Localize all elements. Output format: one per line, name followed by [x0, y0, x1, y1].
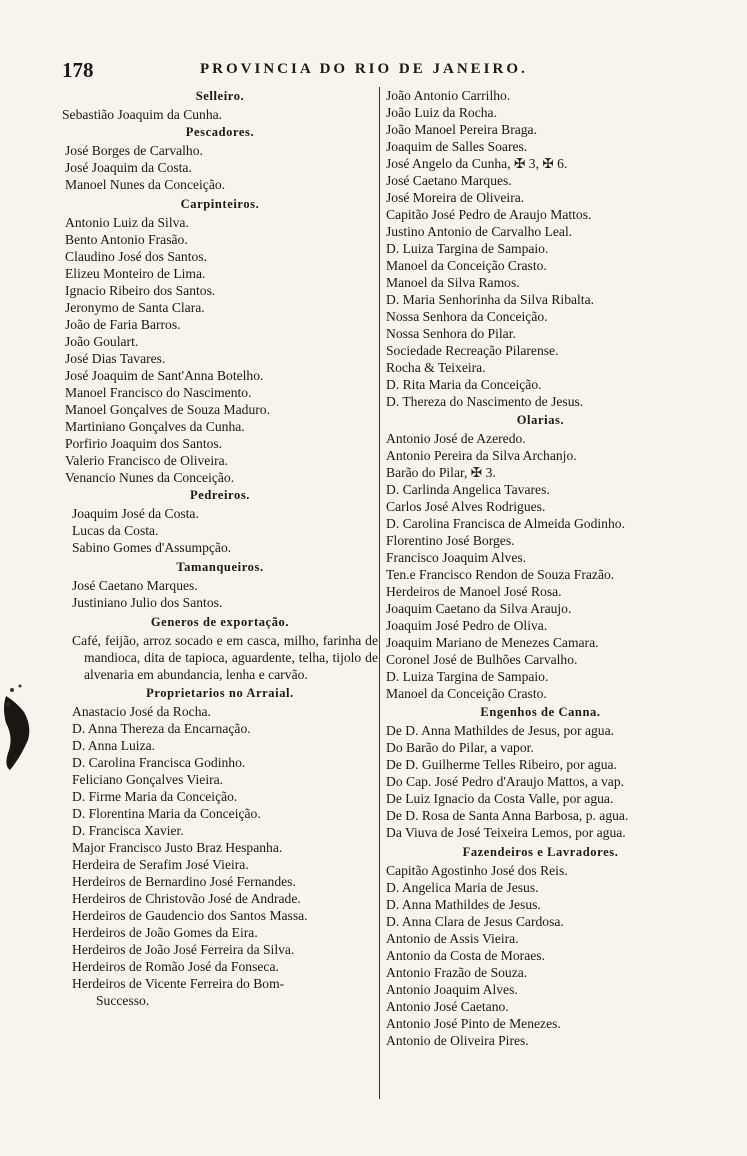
list-item: Herdeira de Serafim José Vieira.	[72, 857, 249, 872]
list-item: Herdeiros de Gaudencio dos Santos Massa.	[72, 908, 308, 923]
list-item: Justiniano Julio dos Santos.	[72, 595, 223, 610]
running-title: PROVINCIA DO RIO DE JANEIRO.	[200, 61, 528, 77]
list-item: Feliciano Gonçalves Vieira.	[72, 772, 224, 787]
list-item: José Borges de Carvalho.	[65, 143, 203, 158]
list-item: D. Firme Maria da Conceição.	[72, 789, 238, 804]
list-item: Valerio Francisco de Oliveira.	[65, 453, 229, 468]
list-item: D. Luiza Targina de Sampaio.	[386, 669, 549, 684]
list-item: José Joaquim da Costa.	[65, 160, 192, 175]
list-item: Antonio José Pinto de Menezes.	[386, 1016, 561, 1031]
list-item: João de Faria Barros.	[65, 317, 181, 332]
list-item: Successo.	[96, 993, 150, 1008]
section-heading-tamanqueiros: Tamanqueiros.	[176, 560, 264, 574]
list-item: Jeronymo de Santa Clara.	[65, 300, 205, 315]
list-item: Sabino Gomes d'Assumpção.	[72, 540, 232, 555]
list-item: José Moreira de Oliveira.	[386, 190, 525, 205]
list-item: Justino Antonio de Carvalho Leal.	[386, 224, 573, 239]
list-item: Antonio da Costa de Moraes.	[386, 948, 545, 963]
selleiro-list	[62, 106, 378, 123]
page-number: 178	[62, 58, 94, 82]
list-item: José Joaquim de Sant'Anna Botelho.	[65, 368, 264, 383]
list-item: Coronel José de Bulhões Carvalho.	[386, 652, 578, 667]
list-item: Capitão José Pedro de Araujo Mattos.	[386, 207, 592, 222]
list-item: D. Rita Maria da Conceição.	[386, 377, 542, 392]
section-heading-pescadores: Pescadores.	[185, 125, 255, 139]
section-heading-selleiro: Selleiro.	[195, 89, 245, 103]
pedreiros-list	[62, 505, 378, 556]
right-column	[383, 87, 698, 1049]
list-item: Nossa Senhora do Pilar.	[386, 326, 516, 341]
list-item: Antonio de Assis Vieira.	[386, 931, 519, 946]
list-item: Carlos José Alves Rodrigues.	[386, 499, 546, 514]
section-heading-pedreiros: Pedreiros.	[189, 488, 251, 502]
list-item: Rocha & Teixeira.	[386, 360, 486, 375]
list-item: Herdeiros de Christovão José de Andrade.	[72, 891, 301, 906]
list-item: De Luiz Ignacio da Costa Valle, por agua.	[386, 791, 614, 806]
list-item: Antonio Frazão de Souza.	[386, 965, 528, 980]
list-item: Barão do Pilar, ✠ 3.	[386, 465, 496, 480]
list-item: D. Carolina Francisca de Almeida Godinho.	[386, 516, 625, 531]
list-item: Florentino José Borges.	[386, 533, 515, 548]
list-item: Bento Antonio Frasão.	[65, 232, 188, 247]
list-item: Manoel da Conceição Crasto.	[386, 686, 547, 701]
list-item: Sebastião Joaquim da Cunha.	[62, 107, 223, 122]
pescadores-list	[62, 142, 378, 193]
list-item: Major Francisco Justo Braz Hespanha.	[72, 840, 283, 855]
list-item: Antonio de Oliveira Pires.	[386, 1033, 529, 1048]
list-item: De D. Rosa de Santa Anna Barbosa, p. agua.	[386, 808, 629, 823]
list-item: João Goulart.	[65, 334, 139, 349]
generos-text: Café, feijão, arroz socado e em casca, milho, farinha de mandioca, dita de tapioca, aguardente, telha, tijolo de alvenaria em abundancia, lenha e carvão.	[72, 633, 378, 682]
list-item: Joaquim Caetano da Silva Araujo.	[386, 601, 572, 616]
list-item: Elizeu Monteiro de Lima.	[65, 266, 206, 281]
list-item: D. Anna Mathildes de Jesus.	[386, 897, 541, 912]
section-heading-generos: Generos de exportação.	[150, 615, 290, 629]
list-item: Antonio Pereira da Silva Archanjo.	[386, 448, 577, 463]
list-item: José Angelo da Cunha, ✠ 3, ✠ 6.	[386, 156, 568, 171]
column-divider	[379, 87, 380, 1099]
list-item: Herdeiros de João Gomes da Eira.	[72, 925, 258, 940]
list-item: D. Maria Senhorinha da Silva Ribalta.	[386, 292, 595, 307]
list-item: Francisco Joaquim Alves.	[386, 550, 527, 565]
engenhos-list	[383, 722, 698, 841]
carpinteiros-list	[62, 214, 378, 486]
list-item: Antonio José Caetano.	[386, 999, 509, 1014]
list-item: João Antonio Carrilho.	[386, 88, 511, 103]
page-header	[62, 58, 592, 82]
list-item: Lucas da Costa.	[72, 523, 159, 538]
list-item: Joaquim José da Costa.	[72, 506, 199, 521]
list-item: Herdeiros de Romão José da Fonseca.	[72, 959, 279, 974]
list-item: Porfirio Joaquim dos Santos.	[65, 436, 223, 451]
list-item: Antonio José de Azeredo.	[386, 431, 526, 446]
left-column	[62, 87, 378, 1009]
list-item: Martiniano Gonçalves da Cunha.	[65, 419, 245, 434]
list-item: José Dias Tavares.	[65, 351, 166, 366]
ink-blot-mark	[0, 678, 34, 778]
list-item: Do Barão do Pilar, a vapor.	[386, 740, 534, 755]
list-item: Sociedade Recreação Pilarense.	[386, 343, 559, 358]
list-item: Capitão Agostinho José dos Reis.	[386, 863, 568, 878]
list-item: Manoel da Conceição Crasto.	[386, 258, 547, 273]
list-item: Nossa Senhora da Conceição.	[386, 309, 548, 324]
list-item: Herdeiros de João José Ferreira da Silva.	[72, 942, 295, 957]
proprietarios-list	[62, 703, 378, 1009]
list-item: D. Luiza Targina de Sampaio.	[386, 241, 549, 256]
list-item: Ten.e Francisco Rendon de Souza Frazão.	[386, 567, 615, 582]
list-item: José Caetano Marques.	[72, 578, 198, 593]
list-item: D. Anna Luiza.	[72, 738, 156, 753]
list-item: D. Anna Clara de Jesus Cardosa.	[386, 914, 564, 929]
list-item: Antonio Joaquim Alves.	[386, 982, 518, 997]
list-item: D. Angelica Maria de Jesus.	[386, 880, 539, 895]
list-item: De D. Anna Mathildes de Jesus, por agua.	[386, 723, 615, 738]
list-item: Anastacio José da Rocha.	[72, 704, 211, 719]
list-item: Joaquim José Pedro de Oliva.	[386, 618, 548, 633]
list-item: D. Carolina Francisca Godinho.	[72, 755, 246, 770]
section-heading-fazendeiros: Fazendeiros e Lavradores.	[462, 845, 619, 859]
list-item: João Manoel Pereira Braga.	[386, 122, 537, 137]
section-heading-proprietarios: Proprietarios no Arraial.	[146, 686, 294, 700]
list-item: Manoel Francisco do Nascimento.	[65, 385, 252, 400]
olarias-list	[383, 430, 698, 702]
list-item: Joaquim Mariano de Menezes Camara.	[386, 635, 599, 650]
list-item: Herdeiros de Manoel José Rosa.	[386, 584, 562, 599]
list-item: Venancio Nunes da Conceição.	[65, 470, 235, 485]
list-item: Joaquim de Salles Soares.	[386, 139, 528, 154]
list-item: João Luiz da Rocha.	[386, 105, 497, 120]
section-heading-carpinteiros: Carpinteiros.	[180, 197, 260, 211]
list-item: D. Francisca Xavier.	[72, 823, 184, 838]
list-item: D. Anna Thereza da Encarnação.	[72, 721, 251, 736]
list-item: Manoel Gonçalves de Souza Maduro.	[65, 402, 270, 417]
list-item: Antonio Luiz da Silva.	[65, 215, 189, 230]
list-item: De D. Guilherme Telles Ribeiro, por agua.	[386, 757, 617, 772]
list-item: Manoel da Silva Ramos.	[386, 275, 520, 290]
list-item: D. Carlinda Angelica Tavares.	[386, 482, 550, 497]
list-item: Da Viuva de José Teixeira Lemos, por agua.	[386, 825, 626, 840]
list-item: José Caetano Marques.	[386, 173, 512, 188]
list-item: D. Florentina Maria da Conceição.	[72, 806, 261, 821]
tamanqueiros-list	[62, 577, 378, 611]
fazendeiros-list	[383, 862, 698, 1049]
section-heading-olarias: Olarias.	[516, 413, 565, 427]
list-item: Do Cap. José Pedro d'Araujo Mattos, a vap.	[386, 774, 625, 789]
section-heading-engenhos: Engenhos de Canna.	[480, 705, 601, 719]
generos-paragraph	[62, 632, 378, 683]
list-item: Manoel Nunes da Conceição.	[65, 177, 226, 192]
proprietarios-continued-list	[383, 87, 698, 410]
list-item: Ignacio Ribeiro dos Santos.	[65, 283, 216, 298]
list-item: Herdeiros de Bernardino José Fernandes.	[72, 874, 296, 889]
list-item: Herdeiros de Vicente Ferreira do Bom-	[72, 976, 285, 991]
list-item: Claudino José dos Santos.	[65, 249, 207, 264]
list-item: D. Thereza do Nascimento de Jesus.	[386, 394, 584, 409]
